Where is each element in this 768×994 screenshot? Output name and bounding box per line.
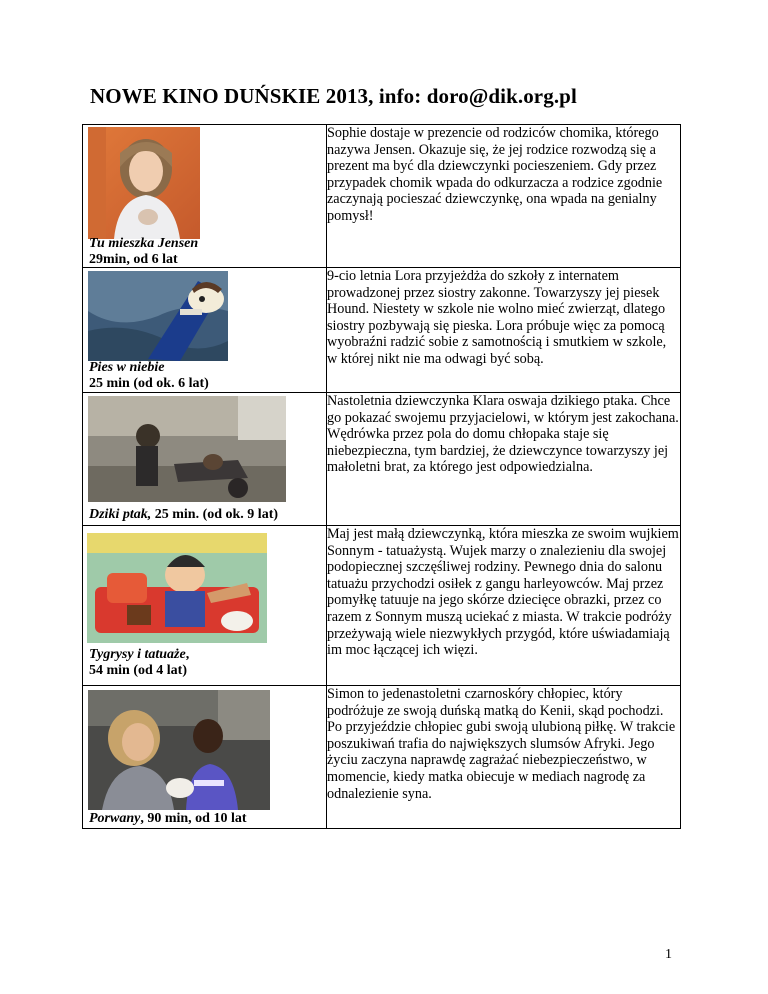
film-title: Tygrysy i tatuaże: [89, 647, 186, 662]
film-title: Dziki ptak,: [89, 507, 152, 522]
table-row: [83, 125, 681, 268]
film-description: Nastoletnia dziewczynka Klara oswaja dzikiego ptaka. Chce go pokazać swojemu przyjacielowi, w którym jest zakochana. Wędrówka przez pola do domu chłopaka staje się niebezpieczna, tym bardziej, że dziewczynce towarzyszy jej małoletni brat, za którego jest odpowiedzialna.: [327, 393, 681, 526]
film-title: Tu mieszka Jensen: [89, 236, 199, 251]
film-caption: [89, 507, 278, 523]
film-image-cell: [83, 393, 327, 526]
table-row: [83, 393, 681, 526]
film-photo-dziki-ptak: [88, 396, 286, 502]
page-number: 1: [665, 947, 672, 962]
film-caption: [89, 360, 209, 392]
film-photo-tygrysy: [87, 533, 267, 643]
film-photo-pies: [88, 271, 228, 361]
film-photo-jensen: [88, 127, 200, 239]
film-title: Pies w niebie: [89, 360, 165, 375]
film-meta: 25 min (od ok. 6 lat): [89, 376, 209, 391]
film-caption: [89, 236, 198, 268]
film-description: Simon to jedenastoletni czarnoskóry chłopiec, który podróżuje ze swoją duńską matką do Kenii, skąd pochodzi. Po przyjeździe chłopiec gubi swoją ulubioną piłkę. W trakcie poszukiwań trafia do największych slumsów Afryki. Jego życiu zaczyna naprawdę zagrażać niebezpieczeństwo, w momencie, kiedy matka obiecuje w mediach nagrodę za odnalezienie syna.: [327, 686, 681, 829]
film-photo-porwany: [88, 690, 270, 810]
film-caption: [89, 811, 247, 827]
film-description: Sophie dostaje w prezencie od rodziców chomika, którego nazywa Jensen. Okazuje się, że jej rodzice rozwodzą się a prezent ma być dla dziewczynki pocieszeniem. Gdy przez przypadek chomik wpada do odkurzacza a rodzice zgodnie zaczynają pocieszać dziewczynkę, ona wpada na genialny pomysł!: [327, 125, 681, 268]
film-meta: 25 min. (od ok. 9 lat): [151, 507, 279, 522]
film-description: 9-cio letnia Lora przyjeżdża do szkoły z internatem prowadzonej przez siostry zakonne. Towarzyszy jej piesek Hound. Niestety w szkole nie wolno mieć zwierząt, dlatego siostry pozbywają się pieska. Lora próbuje więc za pomocą wyobraźni radzić sobie z samotnością i smutkiem w szkole, w której nikt nie ma odwagi być sobą.: [327, 268, 681, 393]
film-image-cell: [83, 125, 327, 268]
table-row: [83, 526, 681, 686]
table-row: [83, 686, 681, 829]
film-title: Porwany: [89, 811, 141, 826]
film-meta: , 90 min, od 10 lat: [140, 811, 247, 826]
film-meta: 54 min (od 4 lat): [89, 663, 187, 678]
film-image-cell: [83, 268, 327, 393]
table-row: [83, 268, 681, 393]
page-title: NOWE KINO DUŃSKIE 2013, info: doro@dik.org.pl: [90, 84, 577, 108]
film-description: Maj jest małą dziewczynką, która mieszka ze swoim wujkiem Sonnym - tatuażystą. Wujek marzy o znalezieniu dla swojej podopiecznej szczęśliwej rodziny. Pewnego dnia do salonu tatuażu przychodzi osiłek z gangu harleyowców. Maj przez pomyłkę tatuuje na jego skórze dziecięce obrazki, przez co razem z Sonnym muszą uciekać z miasta. W trakcie podróży przeżywają wiele niezwykłych przygód, które uświadamiają im moc łączącej ich więzi.: [327, 526, 681, 686]
film-image-cell: [83, 686, 327, 829]
film-title-suffix: ,: [185, 647, 190, 662]
film-image-cell: [83, 526, 327, 686]
film-meta: 29min, od 6 lat: [89, 252, 178, 267]
films-table: [82, 124, 681, 829]
film-caption: [89, 647, 189, 679]
